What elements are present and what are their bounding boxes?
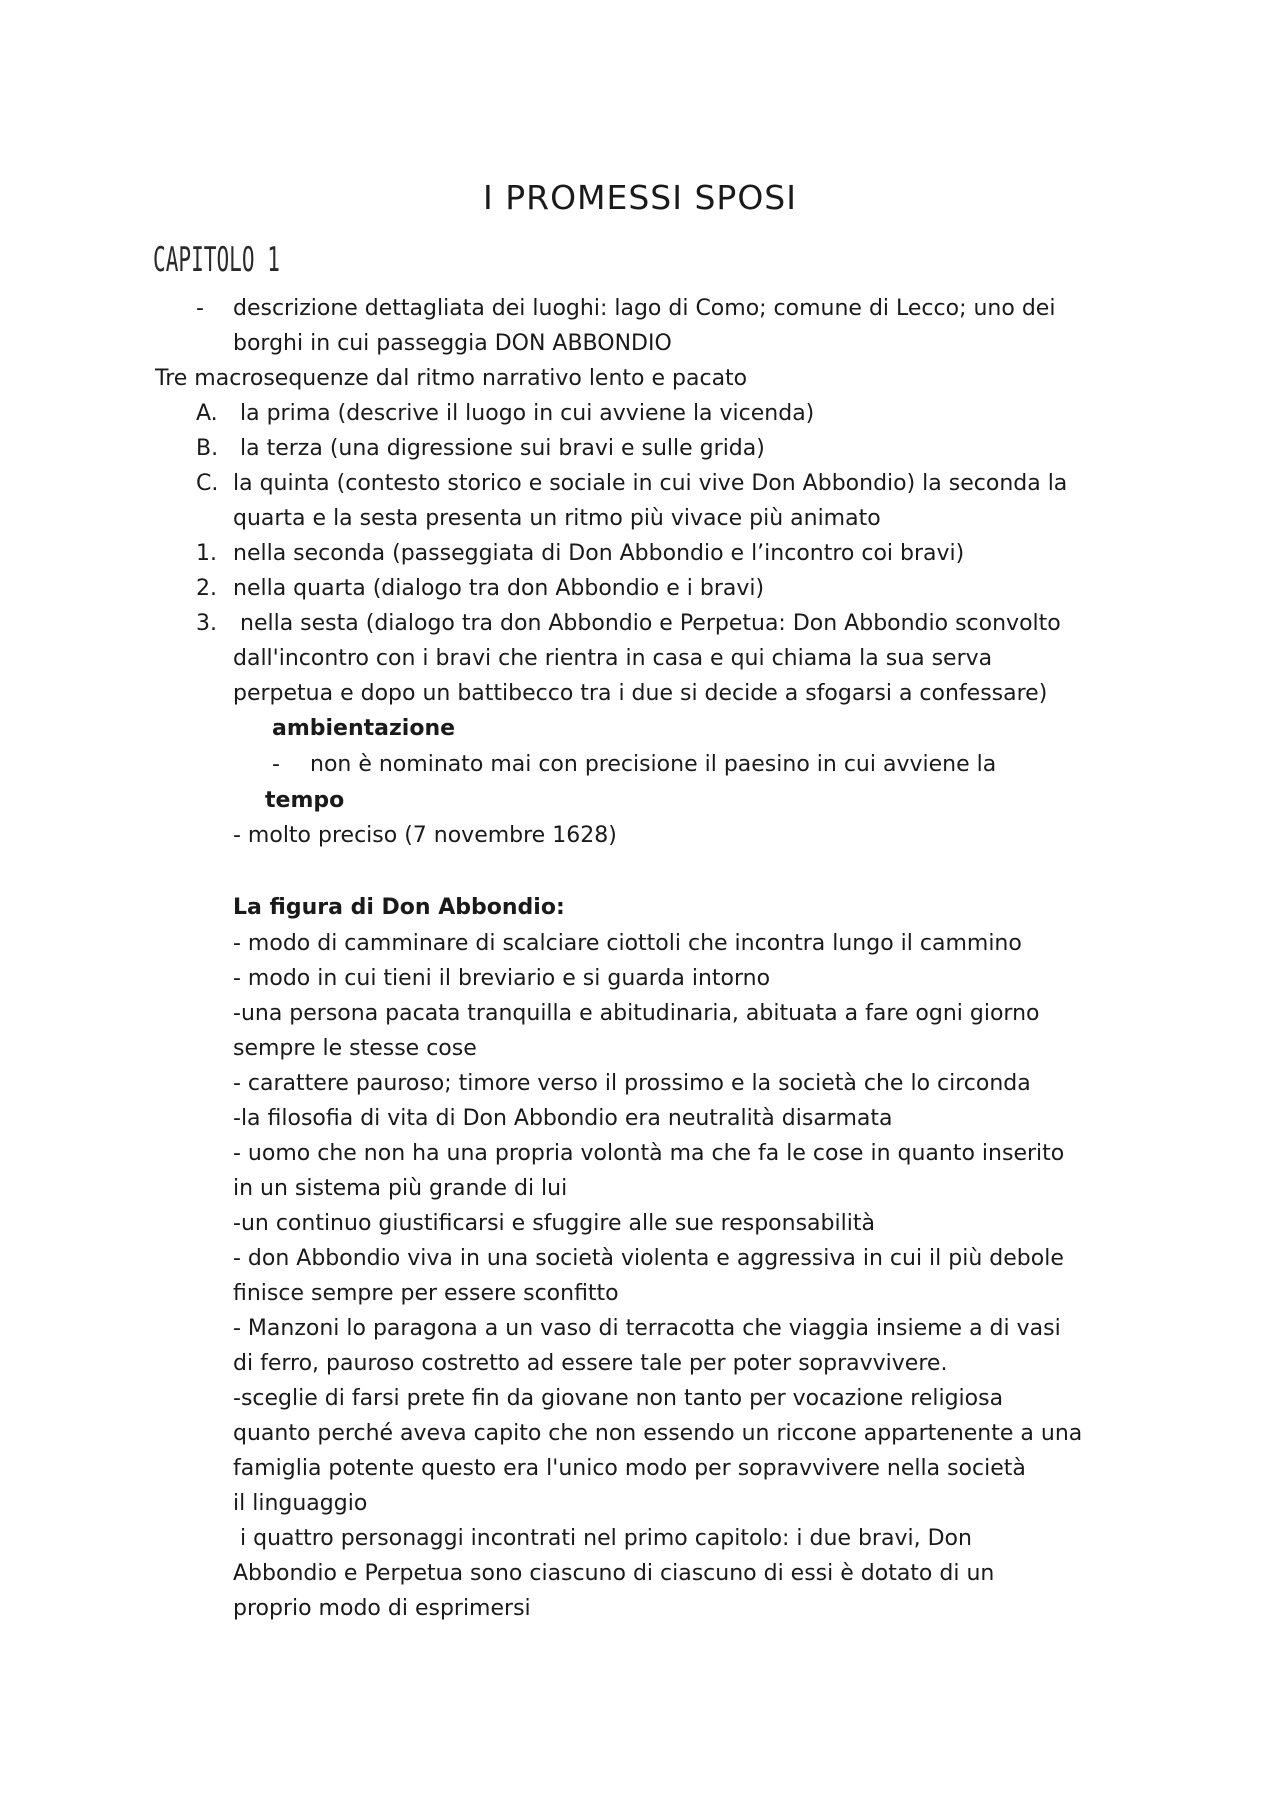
- list-item: la prima (descrive il luogo in cui avviene la vicenda): [240, 401, 815, 426]
- figura-heading: La figura di Don Abbondio:: [233, 895, 565, 920]
- paragraph-line: quanto perché aveva capito che non essendo un riccone appartenente a una: [233, 1421, 1083, 1446]
- paragraph-line: - uomo che non ha una propria volontà ma che fa le cose in quanto inserito: [233, 1141, 1065, 1166]
- list-item: la quinta (contesto storico e sociale in cui vive Don Abbondio) la seconda la: [233, 471, 1068, 496]
- list-marker: 1.: [196, 541, 217, 566]
- ambientazione-text: non è nominato mai con precisione il paesino in cui avviene la: [310, 752, 997, 777]
- paragraph-line: famiglia potente questo era l'unico modo per sopravvivere nella società: [233, 1456, 1026, 1481]
- paragraph-line: - Manzoni lo paragona a un vaso di terracotta che viaggia insieme a di vasi: [233, 1316, 1061, 1341]
- list-item-continuation: quarta e la sesta presenta un ritmo più vivace più animato: [233, 506, 881, 531]
- paragraph-line: sempre le stesse cose: [233, 1036, 477, 1061]
- list-item-continuation: dall'incontro con i bravi che rientra in casa e qui chiama la sua serva: [233, 646, 993, 671]
- list-item: nella seconda (passeggiata di Don Abbondio e l’incontro coi bravi): [233, 541, 965, 566]
- paragraph-line: - modo di camminare di scalciare ciottoli che incontra lungo il cammino: [233, 931, 1022, 956]
- list-item: nella quarta (dialogo tra don Abbondio e i bravi): [233, 576, 765, 601]
- paragraph-line: proprio modo di esprimersi: [233, 1596, 531, 1621]
- list-marker: C.: [196, 471, 219, 496]
- bullet-text-line: borghi in cui passeggia DON ABBONDIO: [233, 331, 672, 356]
- tempo-text: - molto preciso (7 novembre 1628): [233, 823, 617, 848]
- bullet-marker: -: [196, 296, 204, 321]
- list-marker: 2.: [196, 576, 217, 601]
- paragraph-line: -una persona pacata tranquilla e abitudinaria, abituata a fare ogni giorno: [233, 1001, 1040, 1026]
- list-item-continuation: perpetua e dopo un battibecco tra i due si decide a sfogarsi a confessare): [233, 681, 1048, 706]
- paragraph-line: il linguaggio: [233, 1491, 368, 1516]
- chapter-heading: CAPITOLO 1: [153, 240, 280, 280]
- paragraph-line: di ferro, pauroso costretto ad essere tale per poter sopravvivere.: [233, 1351, 948, 1376]
- paragraph-line: - don Abbondio viva in una società violenta e aggressiva in cui il più debole: [233, 1246, 1064, 1271]
- paragraph-line: -la filosofia di vita di Don Abbondio era neutralità disarmata: [233, 1106, 893, 1131]
- list-marker: B.: [196, 436, 219, 461]
- list-item: la terza (una digressione sui bravi e sulle grida): [240, 436, 765, 461]
- paragraph-line: -un continuo giustificarsi e sfuggire alle sue responsabilità: [233, 1211, 875, 1236]
- paragraph-line: -sceglie di farsi prete fin da giovane non tanto per vocazione religiosa: [233, 1386, 1004, 1411]
- paragraph-line: - carattere pauroso; timore verso il prossimo e la società che lo circonda: [233, 1071, 1031, 1096]
- tempo-heading: tempo: [265, 788, 345, 813]
- paragraph-line: finisce sempre per essere sconfitto: [233, 1281, 619, 1306]
- list-marker: A.: [196, 401, 218, 426]
- paragraph-line: i quattro personaggi incontrati nel primo capitolo: i due bravi, Don: [233, 1526, 972, 1551]
- ambientazione-heading: ambientazione: [272, 716, 456, 741]
- bullet-text-line: descrizione dettagliata dei luoghi: lago di Como; comune di Lecco; uno dei: [233, 296, 1056, 321]
- paragraph-line: - modo in cui tieni il breviario e si guarda intorno: [233, 966, 771, 991]
- paragraph-line: Abbondio e Perpetua sono ciascuno di ciascuno di essi è dotato di un: [233, 1561, 995, 1586]
- page-title: I PROMESSI SPOSI: [483, 178, 797, 217]
- list-item: nella sesta (dialogo tra don Abbondio e Perpetua: Don Abbondio sconvolto: [240, 611, 1061, 636]
- bullet-marker: -: [272, 752, 280, 777]
- list-marker: 3.: [196, 611, 217, 636]
- intro-line: Tre macrosequenze dal ritmo narrativo lento e pacato: [155, 366, 748, 391]
- paragraph-line: in un sistema più grande di lui: [233, 1176, 568, 1201]
